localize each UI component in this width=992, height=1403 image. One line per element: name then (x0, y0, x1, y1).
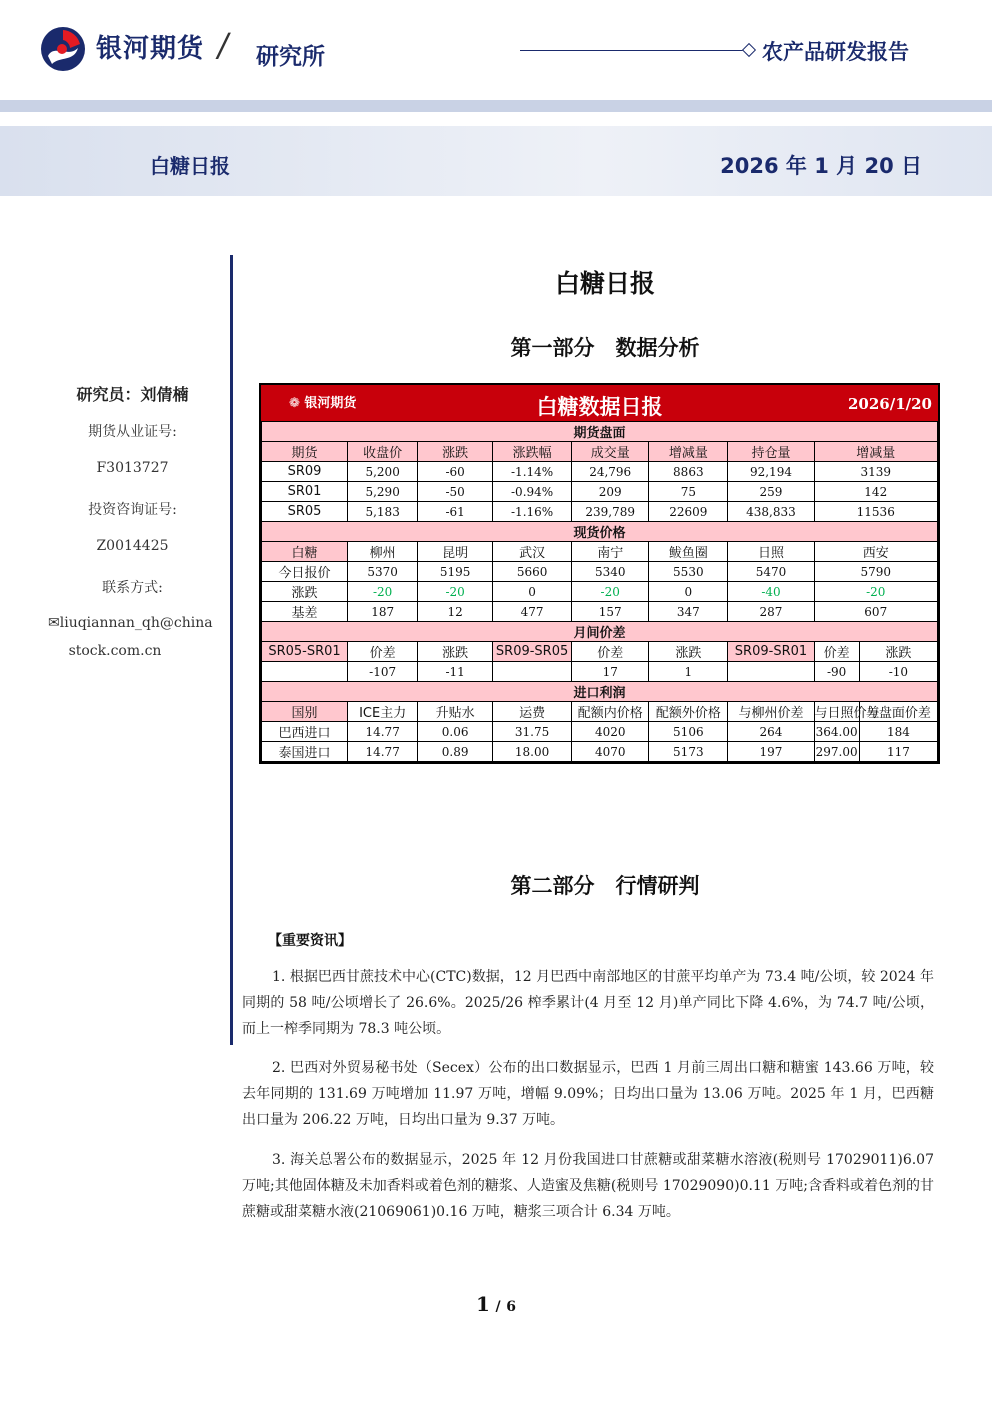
sidebar-divider (230, 255, 233, 1045)
table-cell: 11536 (814, 502, 938, 522)
table-title-bar (261, 385, 938, 421)
table-cell: 5,183 (348, 502, 418, 522)
table-cell: 5173 (649, 742, 728, 762)
spread-contract: SR09-SR05 (492, 642, 571, 662)
column-header: 涨跌 (418, 442, 493, 462)
band-title: 白糖日报 (150, 154, 230, 178)
email-text[interactable]: liuqiannan_qh@china (59, 615, 213, 631)
table-cell: 4020 (572, 722, 649, 742)
table-cell: 0 (649, 582, 728, 602)
analyst-name: 研究员：刘倩楠 (76, 385, 189, 404)
table-cell: 364.00 (814, 722, 859, 742)
table-cell: 5340 (572, 562, 649, 582)
page-current: 1 (476, 1292, 490, 1316)
table-row (262, 702, 938, 722)
sugar-data-table (259, 383, 940, 764)
column-header: 增减量 (814, 442, 938, 462)
table-cell: 5,290 (348, 482, 418, 502)
table-row (262, 522, 938, 542)
column-header: 配额外价格 (649, 702, 728, 722)
column-header: 价差 (572, 642, 649, 662)
table-cell: 22609 (649, 502, 728, 522)
table-cell: 287 (728, 602, 814, 622)
table-cell: 基差 (262, 602, 348, 622)
table-cell: 92,194 (728, 462, 814, 482)
table-cell: 14.77 (348, 742, 418, 762)
table-cell: 187 (348, 602, 418, 622)
column-header: 昆明 (418, 542, 493, 562)
table-row (262, 602, 938, 622)
news-paragraph-3: 3. 海关总署公布的数据显示，2025 年 12 月份我国进口甘蔗糖或甜菜糖水溶液(税则号 17029011)6.07 万吨;其他固体糖及未加香料或着色剂的糖浆、人造蜜及焦糖(税则号 17029090)0.11 万吨;含香料或着色剂的甘蔗糖或甜菜糖水液(21069061)0.16 万吨，糖浆三项合计 6.34 万吨。 (242, 1152, 934, 1220)
table-cell: 今日报价 (262, 562, 348, 582)
header-band (0, 100, 992, 112)
table-cell: 31.75 (492, 722, 571, 742)
table-row (262, 442, 938, 462)
table-cell: -1.16% (492, 502, 571, 522)
column-header: 成交量 (572, 442, 649, 462)
report-type: 农产品研发报告 (762, 40, 909, 64)
column-header: 与盘面价差 (859, 702, 937, 722)
table-cell: 117 (859, 742, 937, 762)
table-cell: 5530 (649, 562, 728, 582)
section-title-2: 第二部分 行情研判 (510, 874, 700, 898)
table-cell: 477 (492, 602, 571, 622)
table-row (262, 742, 938, 762)
column-header: 涨跌幅 (492, 442, 571, 462)
table-row (262, 482, 938, 502)
page-number (0, 1292, 992, 1316)
table-cell: 5370 (348, 562, 418, 582)
table-cell: 4070 (572, 742, 649, 762)
column-header: 柳州 (348, 542, 418, 562)
contact-label: 联系方式: (102, 580, 163, 596)
data-grid (261, 421, 938, 762)
consult-label: 投资咨询证号: (88, 502, 177, 518)
table-row (262, 582, 938, 602)
table-cell: 5790 (814, 562, 938, 582)
table-cell: -90 (814, 662, 859, 682)
table-cell: 264 (728, 722, 814, 742)
table-cell: 1 (649, 662, 728, 682)
section-futures: 期货盘面 (262, 422, 938, 442)
table-row (262, 682, 938, 702)
table-cell: 17 (572, 662, 649, 682)
table-cell: SR05 (262, 502, 348, 522)
column-header: 配额内价格 (572, 702, 649, 722)
column-header: 鲅鱼圈 (649, 542, 728, 562)
section-title-1: 第一部分 数据分析 (510, 336, 700, 360)
table-cell (728, 662, 814, 682)
section-import: 进口利润 (262, 682, 938, 702)
table-cell: -107 (348, 662, 418, 682)
column-header: 持仓量 (728, 442, 814, 462)
table-cell: -50 (418, 482, 493, 502)
column-header: 南宁 (572, 542, 649, 562)
table-cell: 18.00 (492, 742, 571, 762)
table-cell: 0.89 (418, 742, 493, 762)
section-spread: 月间价差 (262, 622, 938, 642)
table-logo-text: 银河期货 (304, 396, 357, 411)
report-date: 2026 年 1 月 20 日 (720, 154, 922, 178)
table-cell: -10 (859, 662, 937, 682)
column-header: 涨跌 (859, 642, 937, 662)
table-cell: 347 (649, 602, 728, 622)
spread-contract: SR05-SR01 (262, 642, 348, 662)
table-cell: 8863 (649, 462, 728, 482)
table-cell: 5,200 (348, 462, 418, 482)
column-header: ICE主力 (348, 702, 418, 722)
column-header: 增减量 (649, 442, 728, 462)
table-cell: 涨跌 (262, 582, 348, 602)
table-cell: 12 (418, 602, 493, 622)
column-header: 价差 (348, 642, 418, 662)
company-name: 银河期货 (96, 34, 205, 64)
table-cell: 0.06 (418, 722, 493, 742)
table-cell: 5470 (728, 562, 814, 582)
table-cell: -20 (572, 582, 649, 602)
table-title: 白糖数据日报 (536, 395, 663, 419)
license-label: 期货从业证号: (88, 424, 177, 440)
table-cell (492, 662, 571, 682)
diamond-icon (742, 43, 756, 57)
table-row (262, 542, 938, 562)
column-header: 涨跌 (649, 642, 728, 662)
table-cell: 184 (859, 722, 937, 742)
table-cell (262, 662, 348, 682)
column-header: 期货 (262, 442, 348, 462)
table-cell: 5106 (649, 722, 728, 742)
column-header: 运费 (492, 702, 571, 722)
page-separator: / (495, 1299, 501, 1315)
table-date: 2026/1/20 (847, 395, 932, 413)
column-header: 与日照价差 (814, 702, 859, 722)
email-line[interactable] (48, 615, 213, 631)
table-cell: 297.00 (814, 742, 859, 762)
header-rule (520, 50, 745, 51)
table-row (262, 642, 938, 662)
table-cell: -60 (418, 462, 493, 482)
table-cell: -40 (728, 582, 814, 602)
license-number: F3013727 (96, 460, 169, 476)
table-row (262, 722, 938, 742)
table-cell: -0.94% (492, 482, 571, 502)
email-line-2[interactable]: stock.com.cn (68, 643, 162, 659)
table-cell: 157 (572, 602, 649, 622)
table-row (262, 662, 938, 682)
table-row (262, 462, 938, 482)
column-header: 日照 (728, 542, 814, 562)
page-header (0, 0, 992, 100)
table-cell: 607 (814, 602, 938, 622)
table-cell: SR01 (262, 482, 348, 502)
table-cell: 3139 (814, 462, 938, 482)
table-cell: 5660 (492, 562, 571, 582)
table-cell: 0 (492, 582, 571, 602)
column-header: 收盘价 (348, 442, 418, 462)
table-cell: 197 (728, 742, 814, 762)
column-header: 白糖 (262, 542, 348, 562)
column-header: 国别 (262, 702, 348, 722)
table-cell: 5195 (418, 562, 493, 582)
column-header: 价差 (814, 642, 859, 662)
table-cell: -1.14% (492, 462, 571, 482)
table-cell: 75 (649, 482, 728, 502)
table-row (262, 622, 938, 642)
table-cell: -61 (418, 502, 493, 522)
table-cell: -20 (814, 582, 938, 602)
table-row (262, 562, 938, 582)
news-heading: 【重要资讯】 (268, 933, 352, 949)
table-cell: 142 (814, 482, 938, 502)
galaxy-logo-icon (40, 26, 86, 72)
table-cell: -20 (348, 582, 418, 602)
column-header: 西安 (814, 542, 938, 562)
table-cell: -20 (418, 582, 493, 602)
column-header: 涨跌 (418, 642, 493, 662)
table-cell: SR09 (262, 462, 348, 482)
mail-icon: ✉ (48, 615, 60, 631)
table-row (262, 422, 938, 442)
institute-name: 研究所 (256, 44, 325, 70)
column-header: 武汉 (492, 542, 571, 562)
table-cell: 438,833 (728, 502, 814, 522)
page-total: 6 (506, 1299, 516, 1315)
table-cell: -11 (418, 662, 493, 682)
table-logo: ❁ 银河期货 (289, 396, 357, 411)
news-paragraph-2: 2. 巴西对外贸易秘书处（Secex）公布的出口数据显示，巴西 1 月前三周出口糖和糖蜜 143.66 万吨，较去年同期的 131.69 万吨增加 11.97 万吨，增幅 9.09%；日均出口量为 13.06 万吨。2025 年 1 月，巴西糖出口量为 206.22 万吨，日均出口量为 9.37 万吨。 (242, 1060, 934, 1128)
table-cell: 239,789 (572, 502, 649, 522)
table-cell: 209 (572, 482, 649, 502)
news-paragraph-1: 1. 根据巴西甘蔗技术中心(CTC)数据，12 月巴西中南部地区的甘蔗平均单产为 73.4 吨/公顷，较 2024 年同期的 58 吨/公顷增长了 26.6%。2025/26 榨季累计(4 月至 12 月)单产同比下降 4.6%，为 74.7 吨/公顷，而上一榨季同期为 78.3 吨公顷。 (242, 969, 934, 1037)
table-cell: 14.77 (348, 722, 418, 742)
table-cell: 泰国进口 (262, 742, 348, 762)
section-spot: 现货价格 (262, 522, 938, 542)
table-cell: 巴西进口 (262, 722, 348, 742)
header-slash: / (214, 26, 233, 64)
consult-number: Z0014425 (96, 538, 169, 554)
column-header: 与柳州价差 (728, 702, 814, 722)
document-title: 白糖日报 (554, 269, 655, 298)
spread-contract: SR09-SR01 (728, 642, 814, 662)
column-header: 升贴水 (418, 702, 493, 722)
table-row (262, 502, 938, 522)
table-cell: 24,796 (572, 462, 649, 482)
table-cell: 259 (728, 482, 814, 502)
